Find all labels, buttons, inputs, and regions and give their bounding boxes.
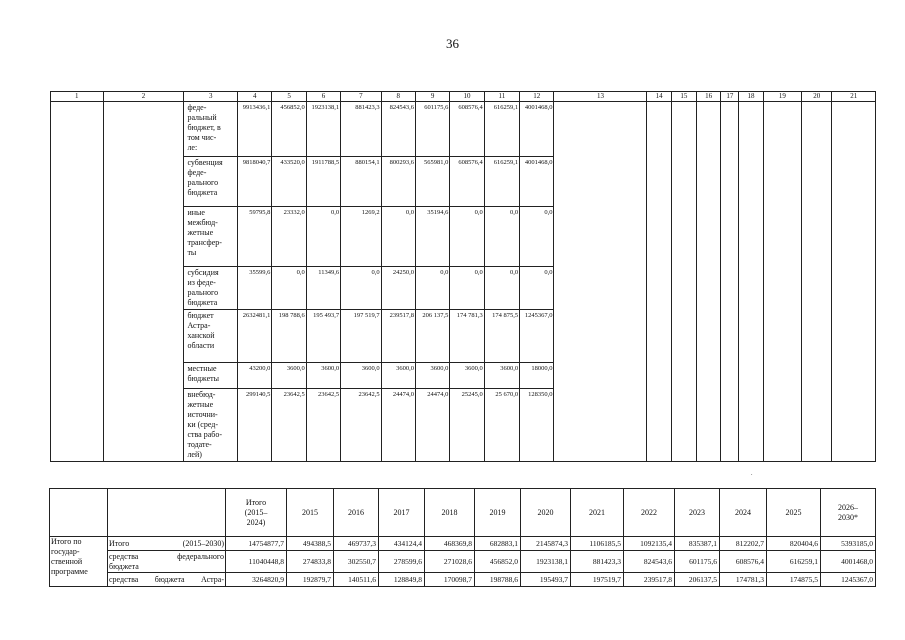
value-cell: 1269,2 [341, 207, 381, 267]
value-cell: 1245367,0 [520, 310, 554, 363]
value-cell: 2632481,1 [238, 310, 272, 363]
value-cell: 800293,6 [381, 157, 415, 207]
value-cell: 35194,6 [415, 207, 449, 267]
value-cell: 881423,3 [571, 551, 624, 573]
value-cell: 23642,5 [272, 389, 306, 462]
column-number: 11 [484, 92, 519, 102]
funding-source-label: местные бюджеты [184, 363, 238, 389]
value-cell: 43200,0 [238, 363, 272, 389]
value-cell: 11040448,8 [226, 551, 287, 573]
column-number: 5 [272, 92, 306, 102]
value-cell: 434124,4 [379, 537, 425, 551]
funding-source-label: иные межбюд- жетные трансфер- ты [184, 207, 238, 267]
empty-cell [739, 102, 763, 462]
value-cell: 174875,5 [767, 573, 821, 587]
value-cell: 0,0 [520, 267, 554, 310]
column-number: 14 [647, 92, 671, 102]
stray-dot: . [751, 471, 753, 477]
value-cell: 468369,8 [425, 537, 475, 551]
value-cell: 174 781,3 [450, 310, 484, 363]
value-cell: 9913436,1 [238, 102, 272, 157]
column-number: 17 [721, 92, 739, 102]
value-cell: 0,0 [450, 267, 484, 310]
value-cell: 195493,7 [521, 573, 571, 587]
value-cell: 0,0 [484, 267, 519, 310]
value-cell: 820404,6 [767, 537, 821, 551]
value-cell: 271028,6 [425, 551, 475, 573]
year-header: Итого (2015– 2024) [226, 489, 287, 537]
value-cell: 140511,6 [334, 573, 379, 587]
value-cell: 4001468,0 [821, 551, 876, 573]
empty-cell [554, 102, 647, 462]
year-header: 2017 [379, 489, 425, 537]
value-cell: 23642,5 [306, 389, 340, 462]
value-cell: 1923138,1 [521, 551, 571, 573]
table-row [50, 551, 876, 573]
value-cell: 128849,8 [379, 573, 425, 587]
column-number: 18 [739, 92, 763, 102]
value-cell: 0,0 [306, 207, 340, 267]
value-cell: 565981,0 [415, 157, 449, 207]
value-cell: 0,0 [381, 207, 415, 267]
table-row [51, 102, 876, 157]
value-cell: 24474,0 [381, 389, 415, 462]
value-cell: 4001468,0 [520, 157, 554, 207]
value-cell: 616259,1 [484, 102, 519, 157]
value-cell: 239517,8 [624, 573, 675, 587]
column-number: 4 [238, 92, 272, 102]
page-number: 36 [446, 36, 459, 51]
year-header: 2015 [287, 489, 334, 537]
value-cell: 880154,1 [341, 157, 381, 207]
column-number: 9 [415, 92, 449, 102]
column-number: 21 [832, 92, 876, 102]
year-header: 2021 [571, 489, 624, 537]
funding-source-label: бюджет Астра- ханской области [184, 310, 238, 363]
value-cell: 881423,3 [341, 102, 381, 157]
funding-source-label: средства бюджета Астра- [108, 573, 226, 587]
value-cell: 24474,0 [415, 389, 449, 462]
value-cell: 0,0 [272, 267, 306, 310]
column-number: 12 [520, 92, 554, 102]
value-cell: 0,0 [484, 207, 519, 267]
value-cell: 170098,7 [425, 573, 475, 587]
year-header: 2025 [767, 489, 821, 537]
value-cell: 0,0 [415, 267, 449, 310]
year-header [50, 489, 108, 537]
column-number: 16 [696, 92, 720, 102]
value-cell: 197 519,7 [341, 310, 381, 363]
value-cell: 198 788,6 [272, 310, 306, 363]
year-header: 2020 [521, 489, 571, 537]
value-cell: 302550,7 [334, 551, 379, 573]
value-cell: 601175,6 [675, 551, 720, 573]
year-header: 2023 [675, 489, 720, 537]
empty-cell [647, 102, 671, 462]
value-cell: 3600,0 [450, 363, 484, 389]
value-cell: 1911788,5 [306, 157, 340, 207]
row-group-label: Итого по государ- ственной программе [50, 537, 108, 587]
value-cell: 608576,4 [720, 551, 767, 573]
value-cell: 4001468,0 [520, 102, 554, 157]
value-cell: 433520,0 [272, 157, 306, 207]
value-cell: 1245367,0 [821, 573, 876, 587]
column-number: 10 [450, 92, 484, 102]
value-cell: 608576,4 [450, 102, 484, 157]
value-cell: 494388,5 [287, 537, 334, 551]
value-cell: 616259,1 [767, 551, 821, 573]
year-header: 2024 [720, 489, 767, 537]
value-cell: 18000,0 [520, 363, 554, 389]
value-cell: 3600,0 [415, 363, 449, 389]
value-cell: 23332,0 [272, 207, 306, 267]
value-cell: 3600,0 [272, 363, 306, 389]
value-cell: 3600,0 [381, 363, 415, 389]
funding-source-label: внебюд- жетные источни- ки (сред- ства рабо- тодате- лей) [184, 389, 238, 462]
value-cell: 835387,1 [675, 537, 720, 551]
value-cell: 197519,7 [571, 573, 624, 587]
value-cell: 239517,8 [381, 310, 415, 363]
funding-source-label: субсидия из феде- рального бюджета [184, 267, 238, 310]
funding-source-label: средства федерального бюджета [109, 551, 224, 571]
value-cell: 206 137,5 [415, 310, 449, 363]
funding-source-label: феде- ральный бюджет, в том чис- ле: [184, 102, 238, 157]
value-cell: 274833,8 [287, 551, 334, 573]
value-cell: 24250,0 [381, 267, 415, 310]
value-cell: 0,0 [450, 207, 484, 267]
value-cell: 174 875,5 [484, 310, 519, 363]
value-cell: 25245,0 [450, 389, 484, 462]
value-cell: 601175,6 [415, 102, 449, 157]
value-cell: 1092135,4 [624, 537, 675, 551]
value-cell: 25 670,0 [484, 389, 519, 462]
column-number: 2 [103, 92, 184, 102]
value-cell: 616259,1 [484, 157, 519, 207]
value-cell: 174781,3 [720, 573, 767, 587]
column-number: 3 [184, 92, 238, 102]
column-number: 13 [554, 92, 647, 102]
value-cell: 0,0 [520, 207, 554, 267]
year-header: 2019 [475, 489, 521, 537]
empty-cell [763, 102, 801, 462]
value-cell: 3600,0 [341, 363, 381, 389]
year-header [108, 489, 226, 537]
year-header-row [50, 489, 876, 537]
value-cell: 1923138,1 [306, 102, 340, 157]
value-cell: 3264820,9 [226, 573, 287, 587]
value-cell: 14754877,7 [226, 537, 287, 551]
value-cell: 59795,8 [238, 207, 272, 267]
value-cell: 278599,6 [379, 551, 425, 573]
value-cell: 206137,5 [675, 573, 720, 587]
column-number-row [51, 92, 876, 102]
table-row [50, 537, 876, 551]
value-cell: 9818040,7 [238, 157, 272, 207]
value-cell: 1106185,5 [571, 537, 624, 551]
value-cell: 824543,6 [624, 551, 675, 573]
value-cell: 198788,6 [475, 573, 521, 587]
value-cell: 2145874,3 [521, 537, 571, 551]
value-cell: 23642,5 [341, 389, 381, 462]
column-number: 7 [341, 92, 381, 102]
value-cell: 608576,4 [450, 157, 484, 207]
program-funding-table [50, 91, 876, 462]
year-header: 2016 [334, 489, 379, 537]
empty-cell [721, 102, 739, 462]
column-number: 20 [802, 92, 832, 102]
funding-source-label: субвенция феде- рального бюджета [184, 157, 238, 207]
funding-source-label: Итого (2015–2030) [108, 537, 226, 551]
year-header: 2018 [425, 489, 475, 537]
empty-cell [696, 102, 720, 462]
column-number: 19 [763, 92, 801, 102]
empty-cell [671, 102, 696, 462]
value-cell: 11349,6 [306, 267, 340, 310]
column-number: 6 [306, 92, 340, 102]
year-header: 2022 [624, 489, 675, 537]
empty-cell-col2 [103, 102, 184, 462]
value-cell: 299140,5 [238, 389, 272, 462]
value-cell: 128350,0 [520, 389, 554, 462]
column-number: 8 [381, 92, 415, 102]
value-cell: 3600,0 [306, 363, 340, 389]
empty-cell [832, 102, 876, 462]
value-cell: 456852,0 [475, 551, 521, 573]
empty-cell [802, 102, 832, 462]
program-total-table [49, 488, 876, 587]
value-cell: 3600,0 [484, 363, 519, 389]
column-number: 1 [51, 92, 104, 102]
value-cell: 682883,1 [475, 537, 521, 551]
value-cell: 35599,6 [238, 267, 272, 310]
value-cell: 5393185,0 [821, 537, 876, 551]
value-cell: 824543,6 [381, 102, 415, 157]
value-cell: 0,0 [341, 267, 381, 310]
value-cell: 456852,0 [272, 102, 306, 157]
value-cell: 192879,7 [287, 573, 334, 587]
value-cell: 812202,7 [720, 537, 767, 551]
table-row [50, 573, 876, 587]
year-header: 2026– 2030* [821, 489, 876, 537]
value-cell: 195 493,7 [306, 310, 340, 363]
empty-cell-col1 [51, 102, 104, 462]
column-number: 15 [671, 92, 696, 102]
value-cell: 469737,3 [334, 537, 379, 551]
